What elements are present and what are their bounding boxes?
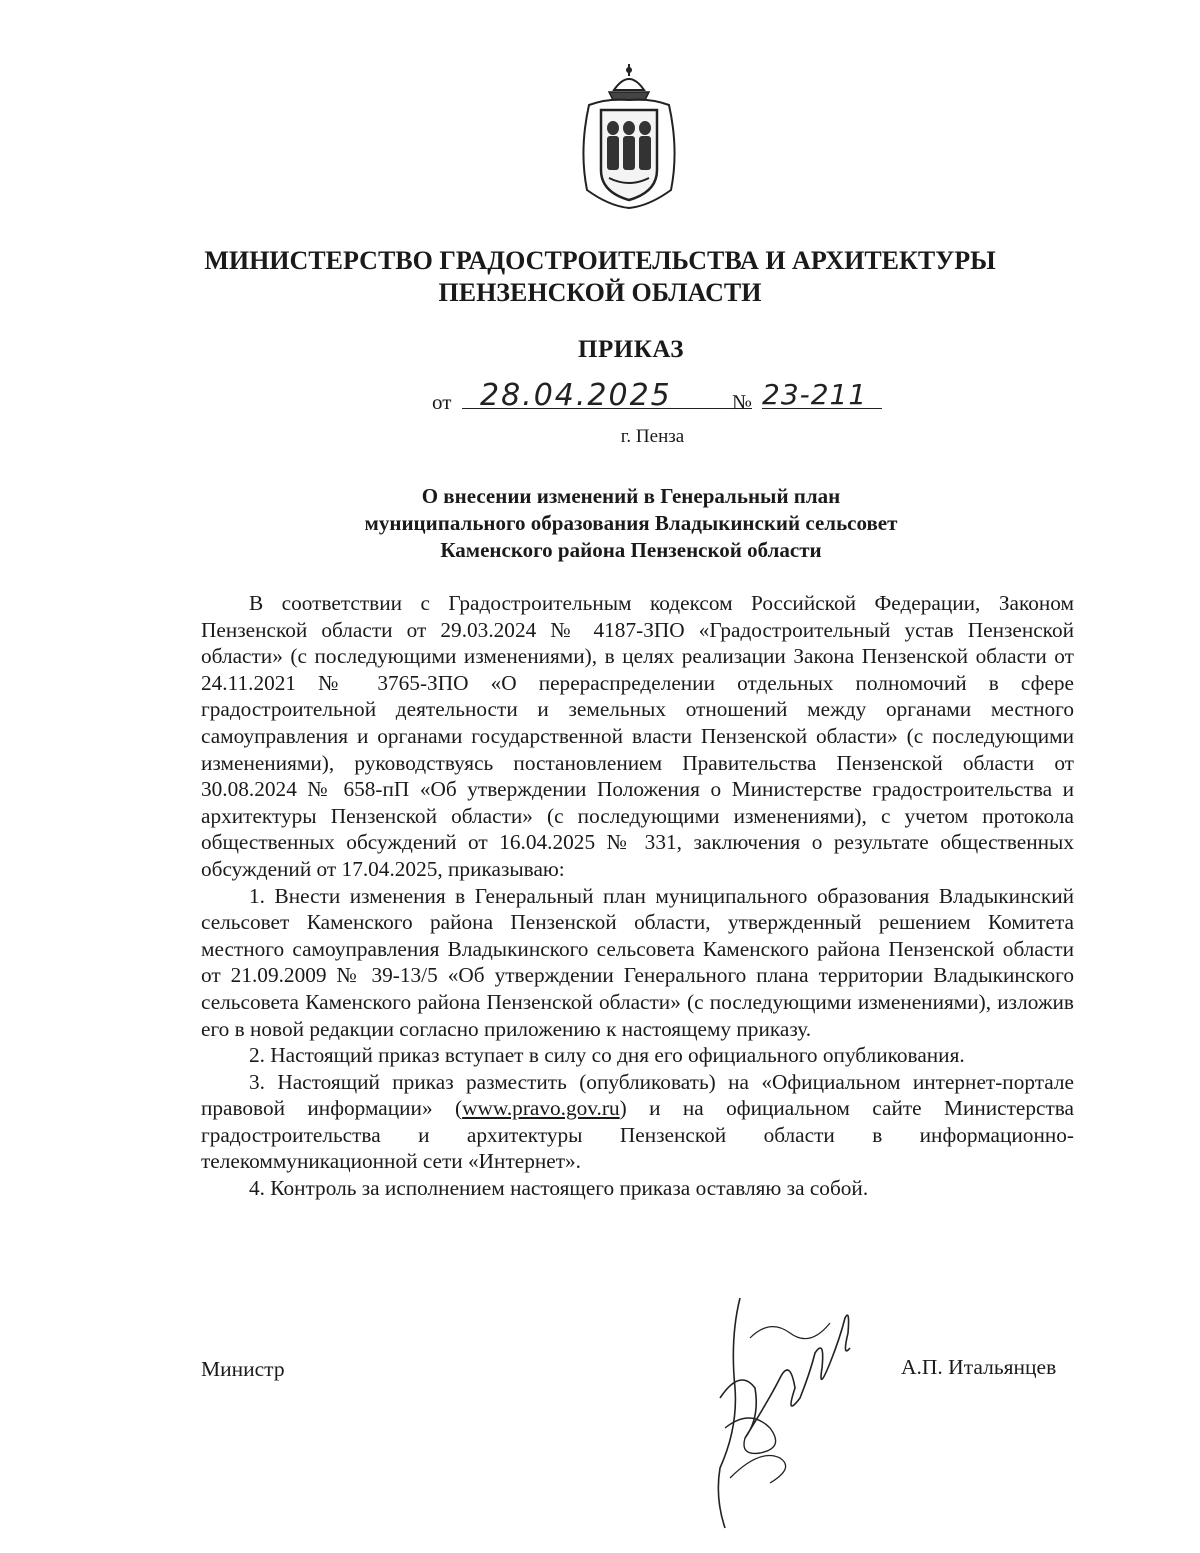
signatory-role: Министр	[201, 1357, 285, 1381]
date-number-line	[432, 378, 992, 418]
preamble-paragraph: В соответствии с Градостроительным кодексом Российской Федерации, Законом Пензенской области от 29.03.2024 № 4187-ЗПО «Градостроительный устав Пензенской области» (с последующими изменениями), в целях реализации Закона Пензенской области от 24.11.2021 № 3765-ЗПО «О перераспределении отдельных полномочий в сфере градостроительной деятельности и земельных отношений между органами местного самоуправления и органами государственной власти Пензенской области» (с последующими изменениями), руководствуясь постановлением Правительства Пензенской области от 30.08.2024 № 658-пП «Об утверждении Положения о Министерстве градостроительства и архитектуры Пензенской области» (с последующими изменениями), с учетом протокола общественных обсуждений от 16.04.2025 № 331, заключения о результате общественных обсуждений от 17.04.2025, приказываю:	[201, 591, 1074, 881]
subject-line2: муниципального образования Владыкинский сельсовет	[364, 511, 898, 535]
item-1: 1. Внести изменения в Генеральный план муниципального образования Владыкинский сельсовет Каменского района Пензенской области, утвержденный решением Комитета местного самоуправления Владыкинского сельсовета Каменского района Пензенской области от 21.09.2009 № 39-13/5 «Об утверждении Генерального плана территории Владыкинского сельсовета Каменского района Пензенской области» (с последующими изменениями), изложив его в новой редакции согласно приложению к настоящему приказу.	[201, 883, 1074, 1041]
ministry-name-line1: МИНИСТЕРСТВО ГРАДОСТРОИТЕЛЬСТВА И АРХИТЕКТУРЫ	[204, 246, 996, 275]
handwritten-signature-icon	[700, 1278, 870, 1538]
pravo-link[interactable]: www.pravo.gov.ru	[462, 1096, 620, 1121]
document-subject	[0, 483, 1200, 564]
handwritten-number: 23-211	[762, 378, 868, 411]
document-type: ПРИКАЗ	[578, 336, 684, 363]
item-4: 4. Контроль за исполнением настоящего приказа оставляю за собой.	[249, 1176, 869, 1201]
date-prefix: от	[432, 390, 452, 414]
item-3-start: 3. Настоящий приказ разместить (опубликовать) на «Официальном интернет-портале правовой информации» (	[201, 1069, 1074, 1121]
document-body	[201, 590, 1074, 1202]
number-prefix: №	[732, 390, 753, 414]
item-2: 2. Настоящий приказ вступает в силу со дня его официального опубликования.	[249, 1043, 965, 1068]
item-3	[201, 1069, 1074, 1175]
subject-line1: О внесении изменений в Генеральный план	[421, 484, 841, 508]
coat-of-arms-icon	[569, 60, 689, 210]
signatory-name: А.П. Итальянцев	[901, 1355, 1057, 1379]
subject-line3: Каменского района Пензенской области	[440, 538, 822, 562]
city: г. Пенза	[620, 426, 685, 447]
ministry-name-line2: ПЕНЗЕНСКОЙ ОБЛАСТИ	[438, 278, 762, 307]
handwritten-date: 28.04.2025	[480, 378, 672, 413]
item-3-end: ) и на официальном сайте Министерства градостроительства и архитектуры Пензенской области в информационно-телекоммуникационной сети «Интернет».	[201, 1096, 1074, 1174]
